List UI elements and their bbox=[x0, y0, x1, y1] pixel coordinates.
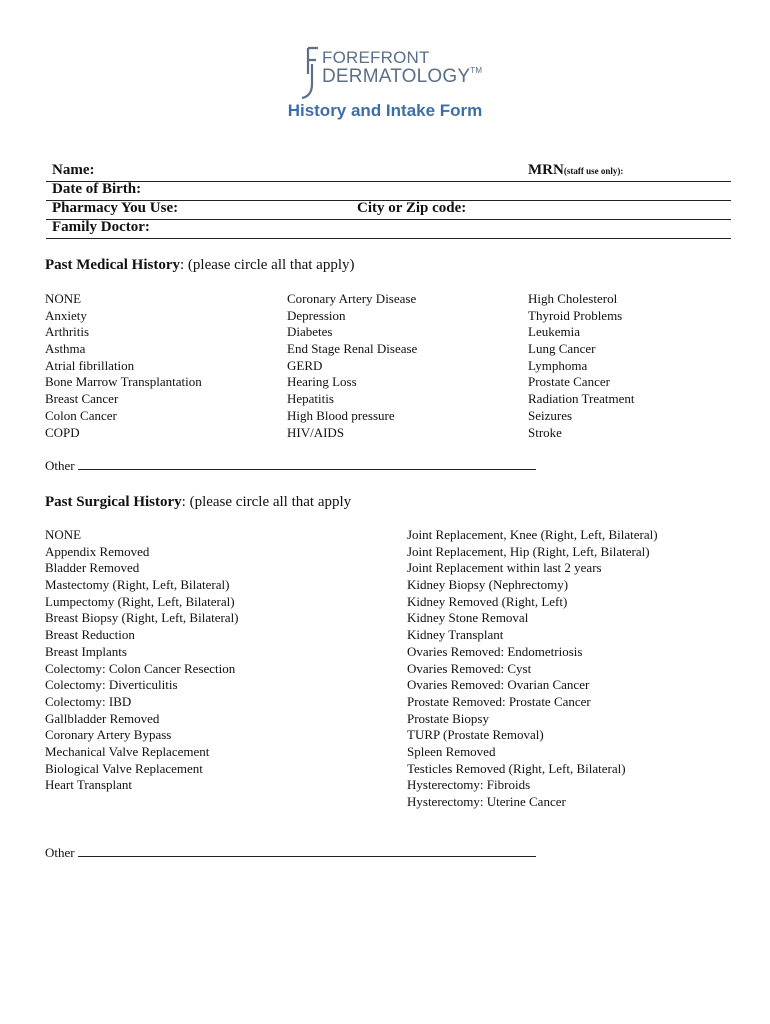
mrn-label bbox=[528, 162, 623, 179]
medical-condition-item[interactable]: End Stage Renal Disease bbox=[287, 341, 418, 357]
medical-condition-item[interactable]: GERD bbox=[287, 357, 323, 373]
logo-line-2-text: DERMATOLOGY bbox=[322, 66, 471, 87]
surgical-procedure-item[interactable]: Appendix Removed bbox=[45, 543, 150, 559]
surgical-procedure-item[interactable]: Bladder Removed bbox=[45, 560, 140, 576]
medical-history-heading bbox=[45, 257, 354, 274]
medical-condition-item[interactable]: Arthritis bbox=[45, 324, 90, 340]
surgical-other-label: Other bbox=[45, 845, 75, 860]
surgical-history-column-2 bbox=[407, 527, 658, 811]
surgical-procedure-item[interactable]: Joint Replacement within last 2 years bbox=[407, 560, 602, 576]
mrn-text: MRN bbox=[528, 162, 564, 178]
medical-condition-item[interactable]: Leukemia bbox=[528, 324, 580, 340]
surgical-procedure-item[interactable]: Breast Implants bbox=[45, 643, 127, 659]
medical-history-column-3 bbox=[528, 291, 635, 441]
logo-line-2 bbox=[322, 66, 482, 88]
surgical-procedure-item[interactable]: Kidney Stone Removal bbox=[407, 610, 529, 626]
surgical-procedure-item[interactable]: Prostate Removed: Prostate Cancer bbox=[407, 693, 591, 709]
surgical-other-field[interactable] bbox=[45, 845, 536, 861]
surgical-procedure-item[interactable]: Joint Replacement, Knee (Right, Left, Bilateral) bbox=[407, 527, 658, 542]
medical-other-label: Other bbox=[45, 458, 75, 473]
surgical-procedure-item[interactable]: NONE bbox=[45, 527, 82, 542]
medical-condition-item[interactable]: Lung Cancer bbox=[528, 341, 596, 357]
surgical-procedure-item[interactable]: Mastectomy (Right, Left, Bilateral) bbox=[45, 577, 230, 593]
surgical-procedure-item[interactable]: Colectomy: IBD bbox=[45, 693, 132, 709]
surgical-procedure-item[interactable]: Coronary Artery Bypass bbox=[45, 727, 172, 743]
surgical-history-column-1 bbox=[45, 527, 239, 794]
surgical-procedure-item[interactable]: Colectomy: Colon Cancer Resection bbox=[45, 660, 236, 676]
medical-condition-item[interactable]: Prostate Cancer bbox=[528, 374, 610, 390]
surgical-procedure-item[interactable]: Kidney Biopsy (Nephrectomy) bbox=[407, 577, 569, 593]
surgical-procedure-item[interactable]: Hysterectomy: Uterine Cancer bbox=[407, 794, 566, 809]
medical-history-column-2 bbox=[287, 291, 417, 441]
medical-condition-item[interactable]: High Blood pressure bbox=[287, 407, 395, 423]
medical-history-column-1 bbox=[45, 291, 202, 441]
surgical-procedure-item[interactable]: Ovaries Removed: Endometriosis bbox=[407, 643, 583, 659]
surgical-history-heading bbox=[45, 494, 351, 511]
medical-condition-item[interactable]: COPD bbox=[45, 424, 80, 440]
medical-condition-item[interactable]: High Cholesterol bbox=[528, 291, 618, 306]
medical-condition-item[interactable]: Coronary Artery Disease bbox=[287, 291, 417, 306]
medical-other-line[interactable] bbox=[78, 459, 536, 470]
family-doctor-row[interactable] bbox=[46, 219, 731, 239]
surgical-procedure-item[interactable]: Hysterectomy: Fibroids bbox=[407, 777, 531, 793]
surgical-procedure-item[interactable]: Mechanical Valve Replacement bbox=[45, 743, 210, 759]
surgical-procedure-item[interactable]: Prostate Biopsy bbox=[407, 710, 489, 726]
surgical-procedure-item[interactable]: Biological Valve Replacement bbox=[45, 760, 203, 776]
medical-condition-item[interactable]: Radiation Treatment bbox=[528, 391, 635, 407]
city-zip-label: City or Zip code: bbox=[357, 200, 467, 216]
surgical-procedure-item[interactable]: Spleen Removed bbox=[407, 743, 496, 759]
surgical-procedure-item[interactable]: Breast Reduction bbox=[45, 627, 135, 643]
surgical-procedure-item[interactable]: Heart Transplant bbox=[45, 777, 133, 793]
medical-condition-item[interactable]: Bone Marrow Transplantation bbox=[45, 374, 202, 390]
medical-condition-item[interactable]: Diabetes bbox=[287, 324, 333, 340]
medical-condition-item[interactable]: Depression bbox=[287, 307, 346, 323]
surgical-procedure-item[interactable]: Lumpectomy (Right, Left, Bilateral) bbox=[45, 593, 235, 609]
medical-condition-item[interactable]: Stroke bbox=[528, 424, 562, 440]
dob-label: Date of Birth: bbox=[52, 181, 142, 197]
dob-row[interactable] bbox=[46, 181, 731, 201]
medical-condition-item[interactable]: Hearing Loss bbox=[287, 374, 357, 390]
surgical-history-instruction: : (please circle all that apply bbox=[181, 494, 352, 510]
medical-condition-item[interactable]: Asthma bbox=[45, 341, 86, 357]
pharmacy-row[interactable] bbox=[46, 200, 731, 220]
surgical-procedure-item[interactable]: Joint Replacement, Hip (Right, Left, Bilateral) bbox=[407, 543, 650, 559]
name-label: Name: bbox=[52, 162, 95, 178]
surgical-procedure-item[interactable]: TURP (Prostate Removal) bbox=[407, 727, 544, 743]
family-doctor-label: Family Doctor: bbox=[52, 219, 150, 235]
medical-condition-item[interactable]: Thyroid Problems bbox=[528, 307, 623, 323]
medical-condition-item[interactable]: Lymphoma bbox=[528, 357, 588, 373]
form-title: History and Intake Form bbox=[287, 101, 483, 120]
surgical-history-title: Past Surgical History bbox=[45, 494, 182, 510]
medical-condition-item[interactable]: Hepatitis bbox=[287, 391, 334, 407]
medical-condition-item[interactable]: NONE bbox=[45, 291, 82, 306]
pharmacy-label: Pharmacy You Use: bbox=[52, 200, 179, 216]
forefront-dermatology-logo bbox=[298, 44, 483, 100]
medical-condition-item[interactable]: Anxiety bbox=[45, 307, 87, 323]
medical-condition-item[interactable]: HIV/AIDS bbox=[287, 424, 345, 440]
surgical-procedure-item[interactable]: Kidney Transplant bbox=[407, 627, 504, 643]
medical-condition-item[interactable]: Breast Cancer bbox=[45, 391, 119, 407]
medical-condition-item[interactable]: Atrial fibrillation bbox=[45, 357, 135, 373]
medical-condition-item[interactable]: Colon Cancer bbox=[45, 407, 117, 423]
logo-line-1: FOREFRONT bbox=[322, 48, 430, 67]
medical-history-instruction: : (please circle all that apply) bbox=[179, 257, 355, 273]
logo-mark-icon bbox=[298, 44, 320, 100]
surgical-procedure-item[interactable]: Kidney Removed (Right, Left) bbox=[407, 593, 568, 609]
surgical-procedure-item[interactable]: Testicles Removed (Right, Left, Bilateral) bbox=[407, 760, 626, 776]
surgical-procedure-item[interactable]: Colectomy: Diverticulitis bbox=[45, 677, 178, 693]
surgical-other-line[interactable] bbox=[78, 846, 536, 857]
mrn-staff-note: (staff use only): bbox=[563, 166, 624, 176]
name-row[interactable] bbox=[46, 162, 731, 182]
surgical-procedure-item[interactable]: Gallbladder Removed bbox=[45, 710, 160, 726]
medical-condition-item[interactable]: Seizures bbox=[528, 407, 573, 423]
medical-history-title: Past Medical History bbox=[45, 257, 180, 273]
medical-other-field[interactable] bbox=[45, 458, 536, 474]
surgical-procedure-item[interactable]: Ovaries Removed: Cyst bbox=[407, 660, 532, 676]
logo-trademark: TM bbox=[470, 66, 483, 75]
surgical-procedure-item[interactable]: Ovaries Removed: Ovarian Cancer bbox=[407, 677, 590, 693]
surgical-procedure-item[interactable]: Breast Biopsy (Right, Left, Bilateral) bbox=[45, 610, 239, 626]
